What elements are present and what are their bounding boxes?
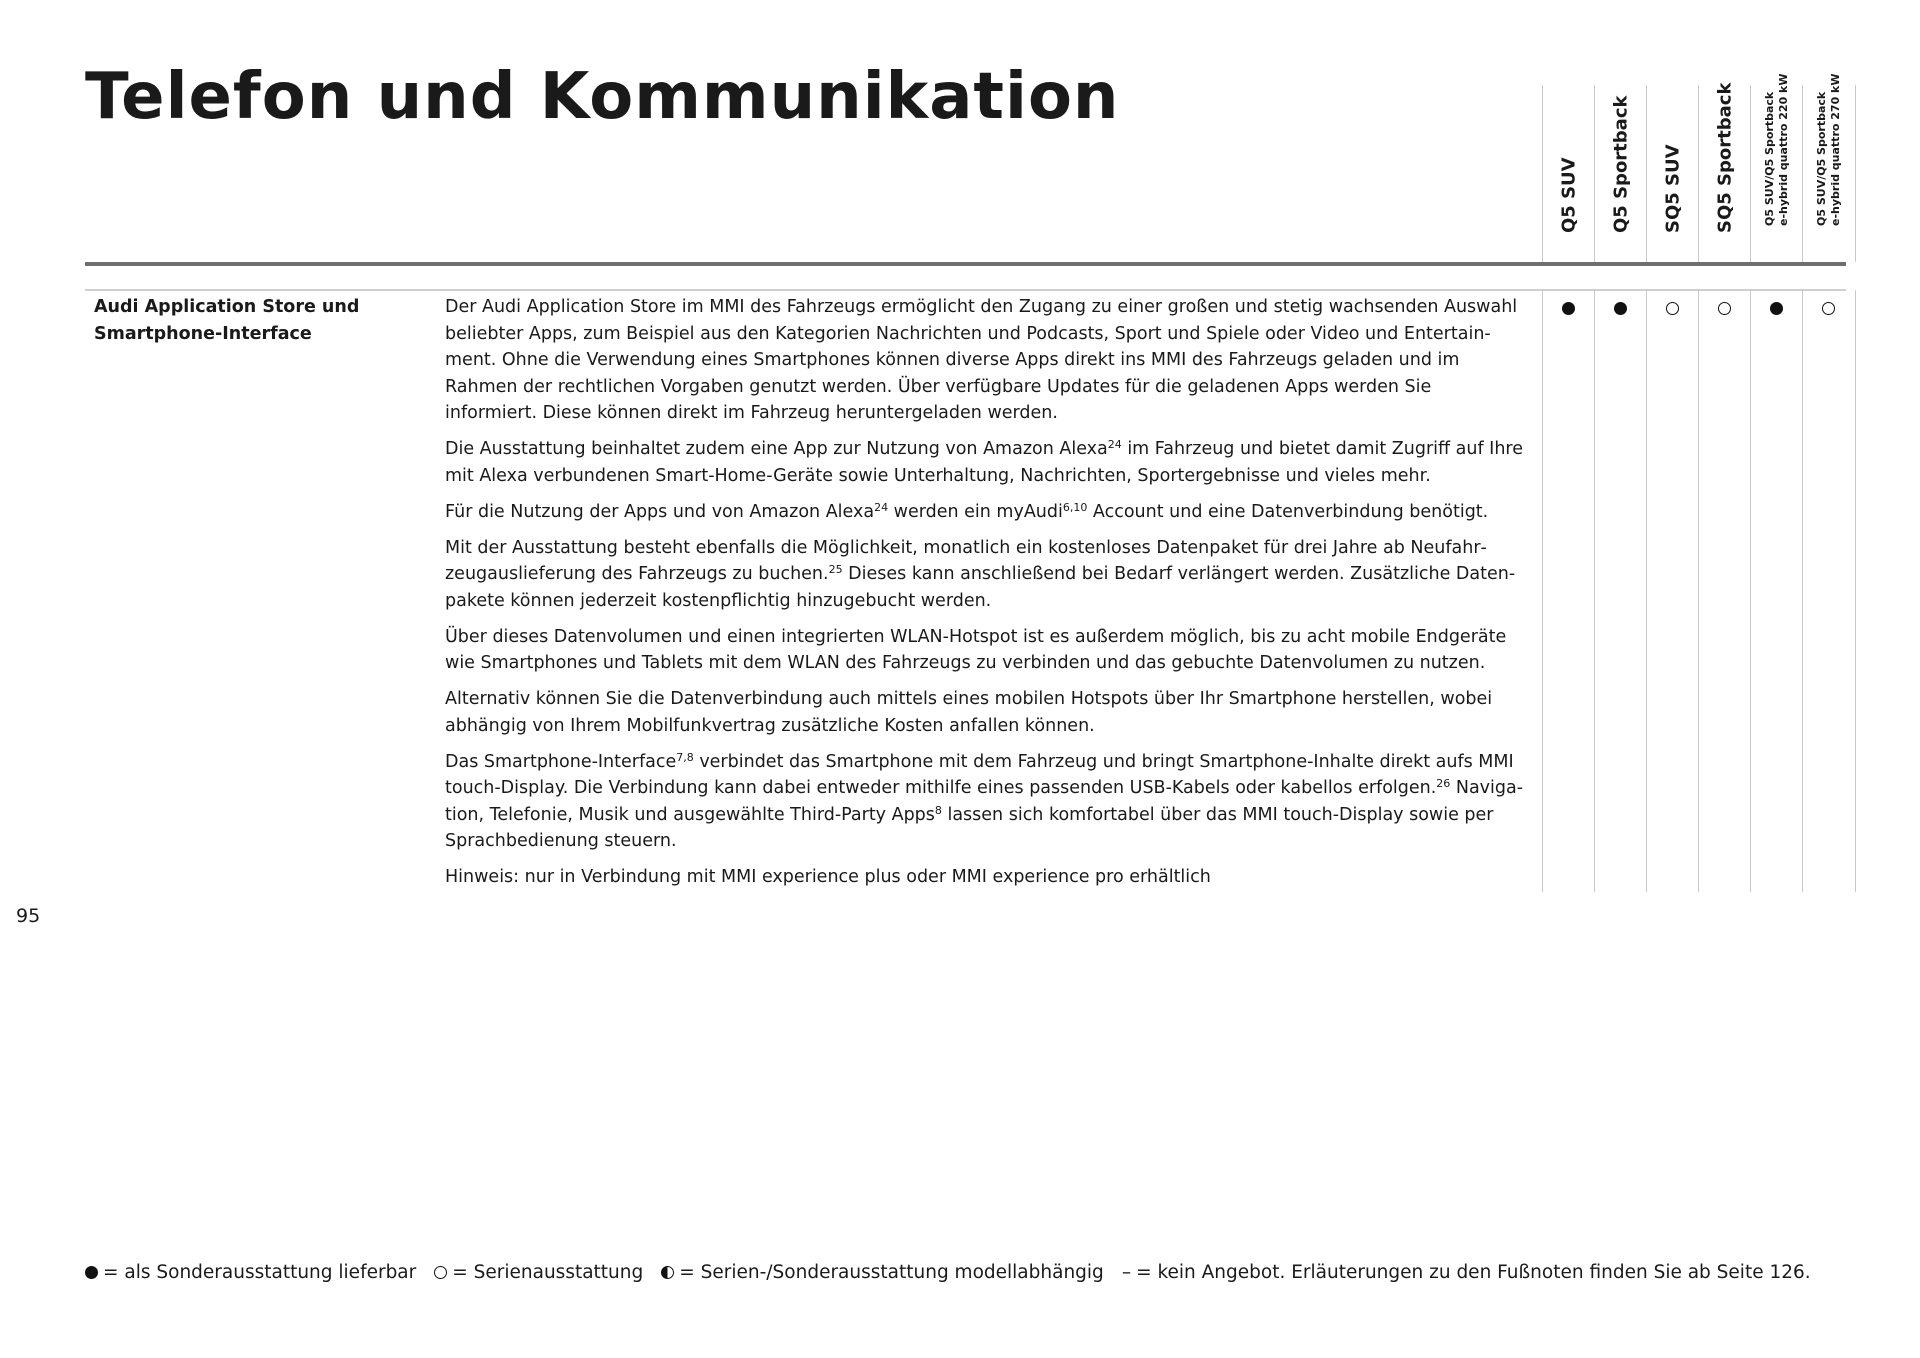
feature-description xyxy=(445,294,1527,900)
footnote-ref: 6,10 xyxy=(1062,500,1088,514)
column-label: SQ5 SUV xyxy=(1662,144,1684,233)
description-note: Hinweis: nur in Verbindung mit MMI experience plus oder MMI experience pro erhältlich xyxy=(445,867,1211,887)
footnote-ref: 8 xyxy=(934,803,942,817)
open-circle-icon xyxy=(1822,302,1835,315)
feature-name: Audi Application Store und Smartphone-Interface xyxy=(94,297,360,344)
availability-cell xyxy=(1698,290,1751,892)
column-label: Q5 SUV/Q5 Sportback e-hybrid quattro 270 kW xyxy=(1815,73,1842,226)
header-rule xyxy=(85,262,1846,266)
footnote-ref: 25 xyxy=(828,563,843,576)
description-paragraph: Für die Nutzung der Apps und von Amazon Alexa$^{24}$ werden ein myAudi$^{6,10}$ Account und eine Datenverbindung benötigt. xyxy=(445,500,1489,522)
legend-item-model-dependent xyxy=(661,1262,1104,1283)
legend-text: = Serienausstattung xyxy=(452,1262,644,1283)
column-label: SQ5 Sportback xyxy=(1714,82,1736,233)
filled-circle-icon xyxy=(1614,302,1627,315)
half-circle-icon xyxy=(661,1266,674,1279)
filled-circle-icon xyxy=(1770,302,1783,315)
description-paragraph: Alternativ können Sie die Datenverbindung auch mittels eines mobilen Hotspots über Ihr Smartphone herstellen, wobei abhängig von Ihrem Mobilfunkvertrag zusätzliche Kosten anfallen können. xyxy=(445,689,1493,736)
column-label: Q5 Sportback xyxy=(1610,95,1632,233)
column-label: Q5 SUV xyxy=(1558,157,1580,233)
column-header-sq5-sportback xyxy=(1698,82,1751,262)
column-label: Q5 SUV/Q5 Sportback e-hybrid quattro 220 kW xyxy=(1763,73,1790,226)
legend xyxy=(85,1262,1829,1283)
legend-item-none xyxy=(1122,1262,1811,1283)
legend-text: = als Sonderausstattung lieferbar xyxy=(103,1262,417,1283)
open-circle-icon xyxy=(1666,302,1679,315)
dash-icon: – xyxy=(1121,1262,1132,1283)
description-paragraph: Das Smartphone-Interface$^{7,8}$ verbindet das Smartphone mit dem Fahrzeug und bringt Smartphone-Inhalte direkt aufs MMI touch-Display. Die Verbindung kann dabei entweder mithilfe eines passenden USB-Kabels oder kabellos erfolgen.$^{26}$ Navigation, Telefonie, Musik und ausgewählte Third-Party Apps$^8$ lassen sich komfortabel über das MMI touch-Display sowie per Sprachbedienung steuern. xyxy=(445,750,1524,851)
column-header-q5-suv xyxy=(1542,85,1595,262)
description-paragraph: Mit der Ausstattung besteht ebenfalls die Möglichkeit, monatlich ein kostenloses Datenpaket für drei Jahre ab Neufahrzeugauslieferung des Fahrzeugs zu buchen.$^{25}$ Dieses kann anschließend bei Bedarf verlängert werden. Zusätzliche Datenpakete können jederzeit kostenpflichtig hinzugebucht werden. xyxy=(445,537,1516,611)
description-paragraph: Über dieses Datenvolumen und einen integrierten WLAN-Hotspot ist es außerdem möglich, bis zu acht mobile Endgeräte wie Smartphones und Tablets mit dem WLAN des Fahrzeugs zu verbinden und das gebuchte Datenvolumen zu nutzen. xyxy=(445,626,1507,673)
page-title: Telefon und Kommunikation xyxy=(85,60,1120,134)
open-circle-icon xyxy=(1718,302,1731,315)
legend-text: = kein Angebot. Erläuterungen zu den Fußnoten finden Sie ab Seite 126. xyxy=(1136,1262,1811,1283)
filled-circle-icon xyxy=(1562,302,1575,315)
availability-cell xyxy=(1750,290,1803,892)
filled-circle-icon xyxy=(85,1266,98,1279)
description-paragraph: Der Audi Application Store im MMI des Fahrzeugs ermöglicht den Zugang zu einer großen und stetig wachsenden Auswahl beliebter Apps, zum Beispiel aus den Kategorien Nachrichten und Podcasts, Sport und Spiele oder Video und Entertainment. Ohne die Verwendung eines Smartphones können diverse Apps direkt ins MMI des Fahrzeugs geladen und im Rahmen der rechtlichen Vorgaben genutzt werden. Über verfügbare Updates für die geladenen Apps werden Sie informiert. Diese können direkt im Fahrzeug heruntergeladen werden. xyxy=(445,297,1518,423)
open-circle-icon xyxy=(434,1266,447,1279)
availability-cell xyxy=(1802,290,1856,892)
legend-item-optional xyxy=(85,1262,416,1283)
page-number: 95 xyxy=(16,905,41,927)
column-header-q5-sportback xyxy=(1594,85,1647,262)
footnote-ref: 26 xyxy=(1436,777,1451,790)
legend-item-standard xyxy=(434,1262,643,1283)
availability-cell xyxy=(1542,290,1595,892)
description-paragraph: Die Ausstattung beinhaltet zudem eine App zur Nutzung von Amazon Alexa$^{24}$ im Fahrzeug und bietet damit Zugriff auf Ihre mit Alexa verbundenen Smart-Home-Geräte sowie Unterhaltung, Nachrichten, Sportergebnisse und vieles mehr. xyxy=(445,438,1524,486)
column-header-e-hybrid-220 xyxy=(1750,73,1803,262)
legend-text: = Serien-/Sonderausstattung modellabhängig xyxy=(679,1262,1104,1283)
availability-cell xyxy=(1646,290,1699,892)
footnote-ref: 7,8 xyxy=(676,750,694,764)
footnote-ref: 24 xyxy=(1107,438,1122,451)
column-header-e-hybrid-270 xyxy=(1802,73,1856,262)
availability-cell xyxy=(1594,290,1647,892)
footnote-ref: 24 xyxy=(874,500,889,514)
column-header-sq5-suv xyxy=(1646,85,1699,262)
